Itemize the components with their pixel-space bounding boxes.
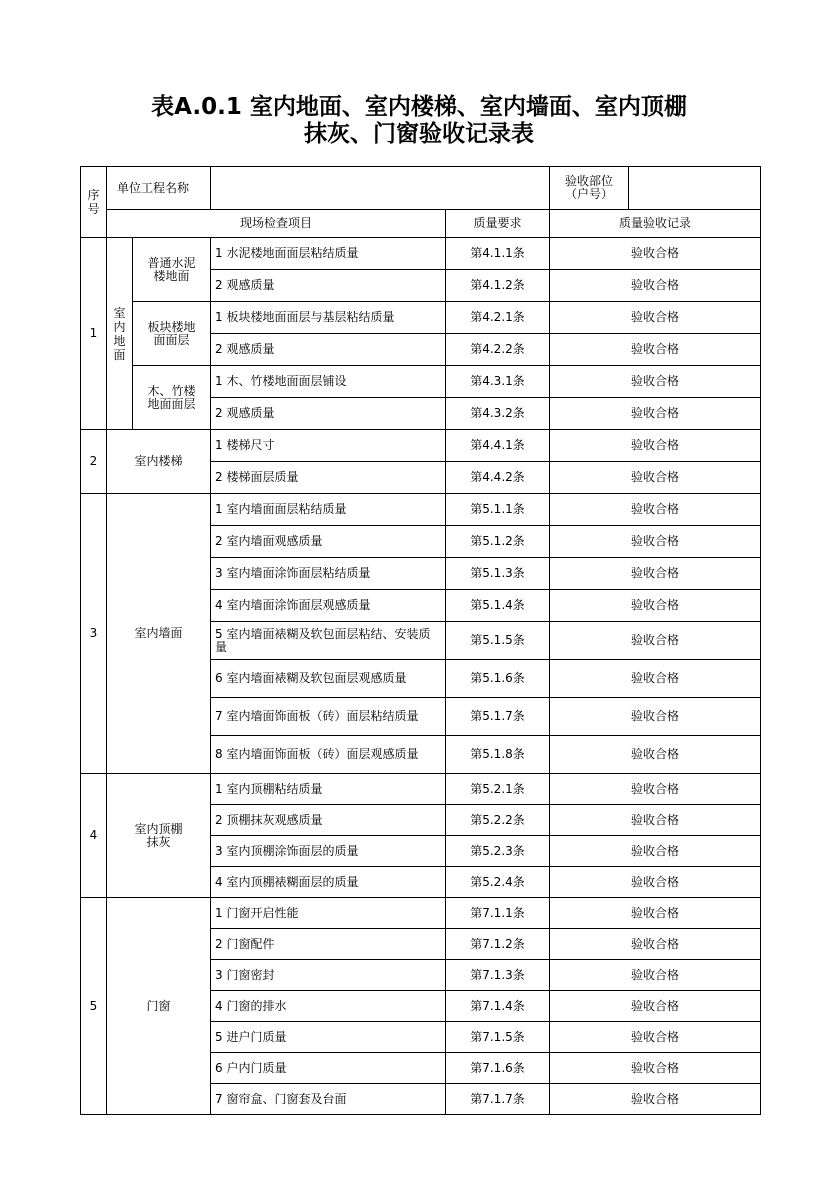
quality-requirement: 第5.1.2条 (446, 526, 550, 558)
quality-requirement: 第4.1.1条 (446, 238, 550, 270)
quality-record: 验收合格 (550, 430, 761, 462)
quality-requirement: 第7.1.4条 (446, 991, 550, 1022)
inspection-item: 1 木、竹楼地面面层铺设 (211, 366, 446, 398)
quality-requirement-header: 质量要求 (446, 210, 550, 238)
inspection-item: 6 户内门质量 (211, 1053, 446, 1084)
inspection-item-header: 现场检查项目 (107, 210, 446, 238)
quality-requirement: 第5.2.1条 (446, 774, 550, 805)
group-seq: 3 (81, 494, 107, 774)
quality-record: 验收合格 (550, 929, 761, 960)
quality-record: 验收合格 (550, 238, 761, 270)
quality-record: 验收合格 (550, 867, 761, 898)
inspection-item: 3 室内墙面涂饰面层粘结质量 (211, 558, 446, 590)
group-name: 室内顶棚抹灰 (107, 774, 211, 898)
inspection-item: 3 室内顶棚涂饰面层的质量 (211, 836, 446, 867)
quality-requirement: 第7.1.6条 (446, 1053, 550, 1084)
inspection-item: 6 室内墙面裱糊及软包面层观感质量 (211, 660, 446, 698)
quality-record: 验收合格 (550, 334, 761, 366)
quality-requirement: 第7.1.3条 (446, 960, 550, 991)
quality-record: 验收合格 (550, 622, 761, 660)
quality-record: 验收合格 (550, 960, 761, 991)
group-seq: 5 (81, 898, 107, 1115)
subgroup-name: 木、竹楼地面面层 (133, 366, 211, 430)
quality-requirement: 第5.1.8条 (446, 736, 550, 774)
quality-record-header: 质量验收记录 (550, 210, 761, 238)
quality-requirement: 第4.3.2条 (446, 398, 550, 430)
quality-record: 验收合格 (550, 991, 761, 1022)
seq-header-cell: 序号 (81, 167, 107, 238)
header-row-unit-project (81, 167, 761, 210)
quality-record: 验收合格 (550, 774, 761, 805)
quality-requirement: 第5.1.5条 (446, 622, 550, 660)
group-seq: 2 (81, 430, 107, 494)
quality-requirement: 第7.1.1条 (446, 898, 550, 929)
group-name-text: 室内地面 (113, 305, 126, 362)
document-title-line-1: 表A.0.1 室内地面、室内楼梯、室内墙面、室内顶棚 (151, 94, 687, 120)
table-row (81, 898, 761, 929)
inspection-item: 4 门窗的排水 (211, 991, 446, 1022)
group-seq: 1 (81, 238, 107, 430)
table-row (81, 238, 761, 270)
unit-project-value-field[interactable] (211, 167, 550, 210)
inspection-item: 7 室内墙面饰面板（砖）面层粘结质量 (211, 698, 446, 736)
header-row-columns (81, 210, 761, 238)
quality-record: 验收合格 (550, 1022, 761, 1053)
quality-record: 验收合格 (550, 398, 761, 430)
inspection-item: 1 楼梯尺寸 (211, 430, 446, 462)
quality-record: 验收合格 (550, 660, 761, 698)
quality-record: 验收合格 (550, 698, 761, 736)
quality-requirement: 第4.1.2条 (446, 270, 550, 302)
quality-record: 验收合格 (550, 526, 761, 558)
inspection-item: 5 室内墙面裱糊及软包面层粘结、安装质量 (211, 622, 446, 660)
table-row (81, 302, 761, 334)
inspection-item: 1 室内墙面面层粘结质量 (211, 494, 446, 526)
accept-location-value-field[interactable] (629, 167, 761, 210)
accept-location-label: 验收部位 （户号） (550, 167, 629, 210)
quality-requirement: 第7.1.2条 (446, 929, 550, 960)
quality-requirement: 第5.2.4条 (446, 867, 550, 898)
inspection-item: 5 进户门质量 (211, 1022, 446, 1053)
quality-requirement: 第5.1.6条 (446, 660, 550, 698)
group-name: 室内楼梯 (107, 430, 211, 494)
quality-requirement: 第5.1.3条 (446, 558, 550, 590)
quality-record: 验收合格 (550, 302, 761, 334)
group-seq: 4 (81, 774, 107, 898)
document-title-line-2: 抹灰、门窗验收记录表 (304, 121, 534, 147)
inspection-item: 4 室内墙面涂饰面层观感质量 (211, 590, 446, 622)
quality-record: 验收合格 (550, 494, 761, 526)
quality-record: 验收合格 (550, 736, 761, 774)
quality-requirement: 第4.4.1条 (446, 430, 550, 462)
quality-requirement: 第5.1.7条 (446, 698, 550, 736)
unit-project-label: 单位工程名称 (107, 167, 211, 210)
inspection-item: 2 观感质量 (211, 334, 446, 366)
quality-record: 验收合格 (550, 590, 761, 622)
subgroup-name: 普通水泥楼地面 (133, 238, 211, 302)
inspection-item: 2 顶棚抹灰观感质量 (211, 805, 446, 836)
subgroup-name: 板块楼地面面层 (133, 302, 211, 366)
inspection-item: 1 水泥楼地面面层粘结质量 (211, 238, 446, 270)
quality-record: 验收合格 (550, 462, 761, 494)
quality-record: 验收合格 (550, 558, 761, 590)
quality-requirement: 第7.1.5条 (446, 1022, 550, 1053)
acceptance-record-table (80, 166, 761, 1115)
quality-record: 验收合格 (550, 366, 761, 398)
inspection-item: 2 观感质量 (211, 270, 446, 302)
inspection-item: 1 门窗开启性能 (211, 898, 446, 929)
quality-requirement: 第4.3.1条 (446, 366, 550, 398)
quality-record: 验收合格 (550, 836, 761, 867)
inspection-item: 7 窗帘盒、门窗套及台面 (211, 1084, 446, 1115)
inspection-item: 2 观感质量 (211, 398, 446, 430)
quality-requirement: 第5.1.1条 (446, 494, 550, 526)
quality-requirement: 第5.2.3条 (446, 836, 550, 867)
quality-requirement: 第4.2.2条 (446, 334, 550, 366)
quality-requirement: 第7.1.7条 (446, 1084, 550, 1115)
quality-record: 验收合格 (550, 1053, 761, 1084)
table-row (81, 494, 761, 526)
inspection-item: 2 楼梯面层质量 (211, 462, 446, 494)
quality-requirement: 第5.2.2条 (446, 805, 550, 836)
inspection-item: 2 门窗配件 (211, 929, 446, 960)
quality-record: 验收合格 (550, 1084, 761, 1115)
quality-requirement: 第5.1.4条 (446, 590, 550, 622)
quality-record: 验收合格 (550, 898, 761, 929)
inspection-item: 3 门窗密封 (211, 960, 446, 991)
inspection-item: 1 室内顶棚粘结质量 (211, 774, 446, 805)
quality-record: 验收合格 (550, 805, 761, 836)
table-row (81, 430, 761, 462)
inspection-item: 4 室内顶棚裱糊面层的质量 (211, 867, 446, 898)
quality-record: 验收合格 (550, 270, 761, 302)
table-row (81, 366, 761, 398)
group-name: 门窗 (107, 898, 211, 1115)
table-row (81, 774, 761, 805)
inspection-item: 8 室内墙面饰面板（砖）面层观感质量 (211, 736, 446, 774)
inspection-item: 2 室内墙面观感质量 (211, 526, 446, 558)
group-name (107, 238, 133, 430)
quality-requirement: 第4.4.2条 (446, 462, 550, 494)
quality-requirement: 第4.2.1条 (446, 302, 550, 334)
inspection-item: 1 板块楼地面面层与基层粘结质量 (211, 302, 446, 334)
group-name: 室内墙面 (107, 494, 211, 774)
